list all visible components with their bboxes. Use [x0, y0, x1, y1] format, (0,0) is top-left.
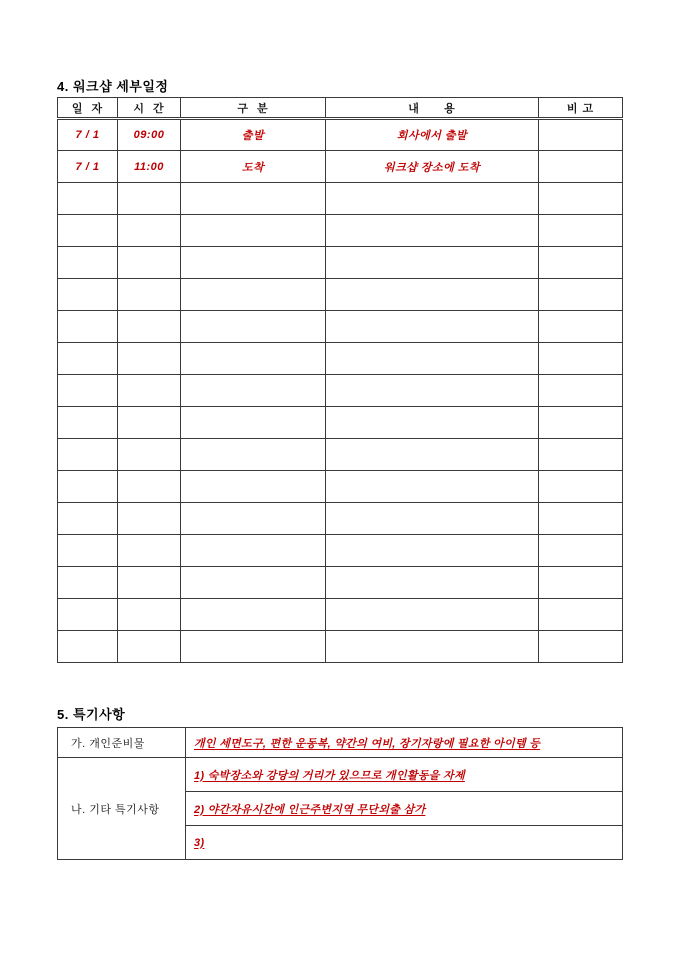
schedule-row-empty: [58, 343, 623, 375]
notes-content-etc-3: 3): [186, 826, 623, 860]
schedule-cell-date: [58, 279, 118, 311]
schedule-cell-category: [181, 183, 326, 215]
schedule-cell-note: [539, 407, 623, 439]
schedule-cell-content: 회사에서 출발: [326, 119, 539, 151]
schedule-cell-note: [539, 151, 623, 183]
schedule-cell-note: [539, 247, 623, 279]
schedule-cell-note: [539, 311, 623, 343]
schedule-cell-content: [326, 215, 539, 247]
schedule-cell-date: [58, 247, 118, 279]
schedule-cell-category: [181, 503, 326, 535]
schedule-cell-category: [181, 471, 326, 503]
schedule-cell-content: [326, 247, 539, 279]
schedule-cell-note: [539, 471, 623, 503]
schedule-section-title: 4. 워크샵 세부일정: [57, 79, 169, 94]
schedule-cell-note: [539, 279, 623, 311]
notes-row-preparation: [58, 728, 623, 758]
schedule-cell-category: [181, 599, 326, 631]
schedule-cell-category: [181, 279, 326, 311]
schedule-cell-category: 출발: [181, 119, 326, 151]
schedule-cell-content: [326, 183, 539, 215]
schedule-cell-content: [326, 471, 539, 503]
schedule-header-content: 내 용: [326, 98, 539, 119]
schedule-cell-note: [539, 503, 623, 535]
schedule-row-empty: [58, 503, 623, 535]
schedule-cell-time: [118, 567, 181, 599]
schedule-header-time: 시 간: [118, 98, 181, 119]
schedule-cell-content: [326, 279, 539, 311]
schedule-cell-note: [539, 631, 623, 663]
schedule-row-empty: [58, 215, 623, 247]
schedule-cell-note: [539, 535, 623, 567]
schedule-header-category: 구 분: [181, 98, 326, 119]
schedule-row-empty: [58, 407, 623, 439]
schedule-row-empty: [58, 183, 623, 215]
schedule-cell-date: [58, 599, 118, 631]
schedule-row-filled: [58, 119, 623, 151]
schedule-cell-note: [539, 439, 623, 471]
schedule-cell-date: [58, 567, 118, 599]
schedule-cell-category: [181, 631, 326, 663]
schedule-cell-content: [326, 439, 539, 471]
schedule-cell-category: [181, 535, 326, 567]
schedule-cell-time: 09:00: [118, 119, 181, 151]
schedule-header-date: 일 자: [58, 98, 118, 119]
schedule-cell-content: [326, 375, 539, 407]
schedule-cell-note: [539, 343, 623, 375]
schedule-header-row: [58, 98, 623, 119]
schedule-cell-category: [181, 375, 326, 407]
schedule-cell-category: [181, 567, 326, 599]
schedule-cell-time: [118, 247, 181, 279]
schedule-cell-category: 도착: [181, 151, 326, 183]
schedule-cell-time: [118, 311, 181, 343]
schedule-table: [57, 97, 623, 663]
schedule-cell-time: [118, 439, 181, 471]
schedule-cell-time: [118, 471, 181, 503]
schedule-cell-time: [118, 503, 181, 535]
notes-content-etc-1: 1) 숙박장소와 강당의 거리가 있으므로 개인활동을 자제: [186, 758, 623, 792]
schedule-cell-time: [118, 183, 181, 215]
schedule-cell-category: [181, 247, 326, 279]
schedule-cell-note: [539, 119, 623, 151]
schedule-cell-note: [539, 599, 623, 631]
schedule-cell-time: 11:00: [118, 151, 181, 183]
notes-label-preparation: 가. 개인준비물: [58, 728, 186, 758]
schedule-cell-time: [118, 279, 181, 311]
schedule-row-empty: [58, 631, 623, 663]
schedule-cell-time: [118, 407, 181, 439]
schedule-cell-date: [58, 535, 118, 567]
schedule-table-body: [58, 119, 623, 663]
schedule-cell-category: [181, 215, 326, 247]
schedule-row-empty: [58, 567, 623, 599]
schedule-cell-date: [58, 215, 118, 247]
notes-row-etc-1: [58, 758, 623, 792]
schedule-cell-date: [58, 631, 118, 663]
schedule-cell-category: [181, 407, 326, 439]
schedule-cell-category: [181, 343, 326, 375]
schedule-cell-time: [118, 599, 181, 631]
schedule-cell-note: [539, 375, 623, 407]
schedule-cell-category: [181, 439, 326, 471]
notes-content-etc-2: 2) 야간자유시간에 인근주변지역 무단외출 삼가: [186, 792, 623, 826]
schedule-row-empty: [58, 311, 623, 343]
schedule-cell-content: [326, 503, 539, 535]
schedule-header-note: 비 고: [539, 98, 623, 119]
schedule-cell-note: [539, 567, 623, 599]
notes-label-etc: 나. 기타 특기사항: [58, 758, 186, 860]
schedule-cell-content: [326, 599, 539, 631]
schedule-cell-date: [58, 439, 118, 471]
schedule-cell-content: [326, 535, 539, 567]
notes-table-body: [58, 728, 623, 860]
schedule-row-empty: [58, 599, 623, 631]
schedule-cell-content: 워크샵 장소에 도착: [326, 151, 539, 183]
schedule-cell-date: [58, 503, 118, 535]
schedule-cell-time: [118, 215, 181, 247]
schedule-cell-time: [118, 631, 181, 663]
schedule-cell-time: [118, 375, 181, 407]
schedule-row-empty: [58, 535, 623, 567]
schedule-cell-date: [58, 343, 118, 375]
schedule-row-empty: [58, 471, 623, 503]
schedule-cell-content: [326, 567, 539, 599]
schedule-row-empty: [58, 279, 623, 311]
schedule-table-head: [58, 98, 623, 119]
notes-section-title: 5. 특기사항: [57, 707, 126, 722]
schedule-row-empty: [58, 439, 623, 471]
schedule-cell-date: 7 / 1: [58, 151, 118, 183]
schedule-cell-date: [58, 375, 118, 407]
notes-content-preparation: 개인 세면도구, 편한 운동복, 약간의 여비, 장기자랑에 필요한 아이템 등: [186, 728, 623, 758]
schedule-cell-content: [326, 631, 539, 663]
schedule-cell-content: [326, 407, 539, 439]
schedule-cell-date: [58, 407, 118, 439]
schedule-cell-date: [58, 311, 118, 343]
schedule-row-empty: [58, 375, 623, 407]
schedule-cell-time: [118, 535, 181, 567]
schedule-cell-date: 7 / 1: [58, 119, 118, 151]
schedule-cell-note: [539, 183, 623, 215]
schedule-cell-category: [181, 311, 326, 343]
notes-table: [57, 727, 623, 860]
schedule-cell-note: [539, 215, 623, 247]
schedule-cell-date: [58, 471, 118, 503]
schedule-cell-content: [326, 311, 539, 343]
schedule-cell-date: [58, 183, 118, 215]
schedule-cell-time: [118, 343, 181, 375]
schedule-row-empty: [58, 247, 623, 279]
schedule-cell-content: [326, 343, 539, 375]
schedule-row-filled: [58, 151, 623, 183]
